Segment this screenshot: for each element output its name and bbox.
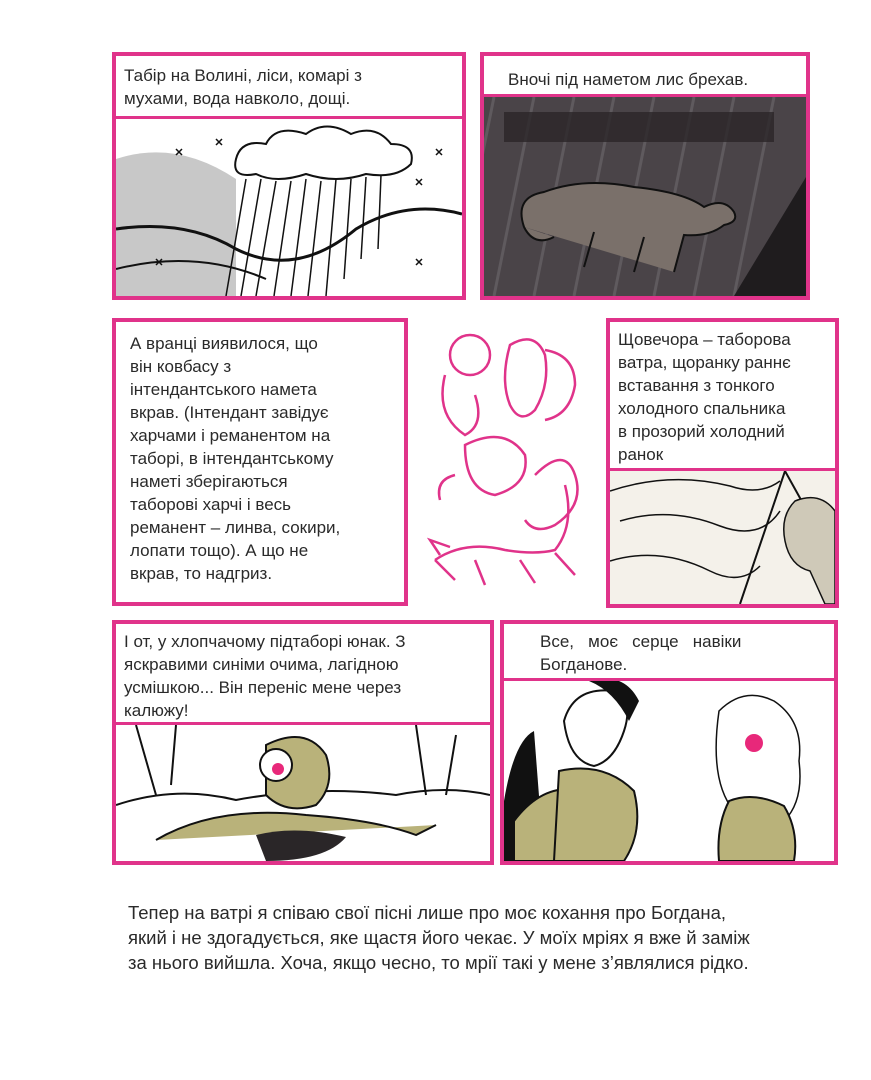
- panel-fox-night: [480, 52, 810, 300]
- carrying-over-puddle-illustration: [116, 725, 490, 861]
- caption-line: ранок: [618, 445, 664, 464]
- fox-night-illustration: [484, 97, 806, 296]
- caption-line: вкрав. (Інтендант завідує: [130, 403, 329, 422]
- panel-heart-bogdan: [500, 620, 838, 865]
- caption-line: таборі, в інтендантському: [130, 449, 334, 468]
- caption-line: А вранці виявилося, що: [130, 334, 318, 353]
- panel-caption: Вночі під наметом лис брехав.: [508, 70, 749, 89]
- caption-line: Все, моє серце навіки: [540, 632, 742, 651]
- caption-line: мухами, вода навколо, дощі.: [124, 89, 351, 108]
- panel-caption: [130, 332, 406, 585]
- caption-line: вкрав, то надгриз.: [130, 564, 273, 583]
- caption-line: Богданове.: [540, 655, 628, 674]
- narrative-line: за нього вийшла. Хоча, якщо чесно, то мрії такі у мене з’являлися рідко.: [128, 952, 749, 973]
- boy-and-girl-illustration: [504, 681, 834, 861]
- caption-line: Табір на Волині, ліси, комарі з: [124, 66, 362, 85]
- caption-line: І от, у хлопчачому підтаборі юнак. З: [124, 632, 406, 651]
- panel-caption: [124, 64, 460, 110]
- caption-line: таборові харчі і весь: [130, 495, 292, 514]
- tent-morning-illustration: [610, 471, 835, 604]
- caption-line: він ковбасу з: [130, 357, 232, 376]
- caption-line: калюжу!: [124, 701, 189, 720]
- panel-rain-camp: [112, 52, 466, 300]
- panel-caption: [618, 328, 840, 466]
- rain-hills-illustration: [116, 119, 462, 296]
- caption-line: наметі зберігаються: [130, 472, 288, 491]
- caption-line: усмішкою... Він переніс мене через: [124, 678, 402, 697]
- caption-line: в прозорий холодний: [618, 422, 785, 441]
- caption-line: вставання з тонкого: [618, 376, 775, 395]
- caption-line: холодного спальника: [618, 399, 786, 418]
- caption-line: Щовечора – таборова: [618, 330, 791, 349]
- panel-sausage-story: [112, 318, 408, 606]
- caption-line: ватра, щоранку раннє: [618, 353, 791, 372]
- caption-line: інтендантського намета: [130, 380, 317, 399]
- sausages-and-fox-sketch: [425, 325, 600, 595]
- narrative-line: який і не здогадується, яке щастя його чекає. У моїх мріях я вже й заміж: [128, 927, 750, 948]
- narrative-line: Тепер на ватрі я співаю свої пісні лише про моє кохання про Богдана,: [128, 902, 727, 923]
- narrative-paragraph: [128, 900, 828, 975]
- panel-caption: [124, 630, 490, 722]
- caption-line: лопати тощо). А що не: [130, 541, 309, 560]
- panel-campfire-mornings: [606, 318, 839, 608]
- panel-caption: [540, 630, 830, 676]
- caption-line: ремaнент – линва, сокири,: [130, 518, 341, 537]
- caption-line: харчами і ремaнентом на: [130, 426, 331, 445]
- caption-line: яскравими синіми очима, лагідною: [124, 655, 399, 674]
- panel-boy-carries-girl: [112, 620, 494, 865]
